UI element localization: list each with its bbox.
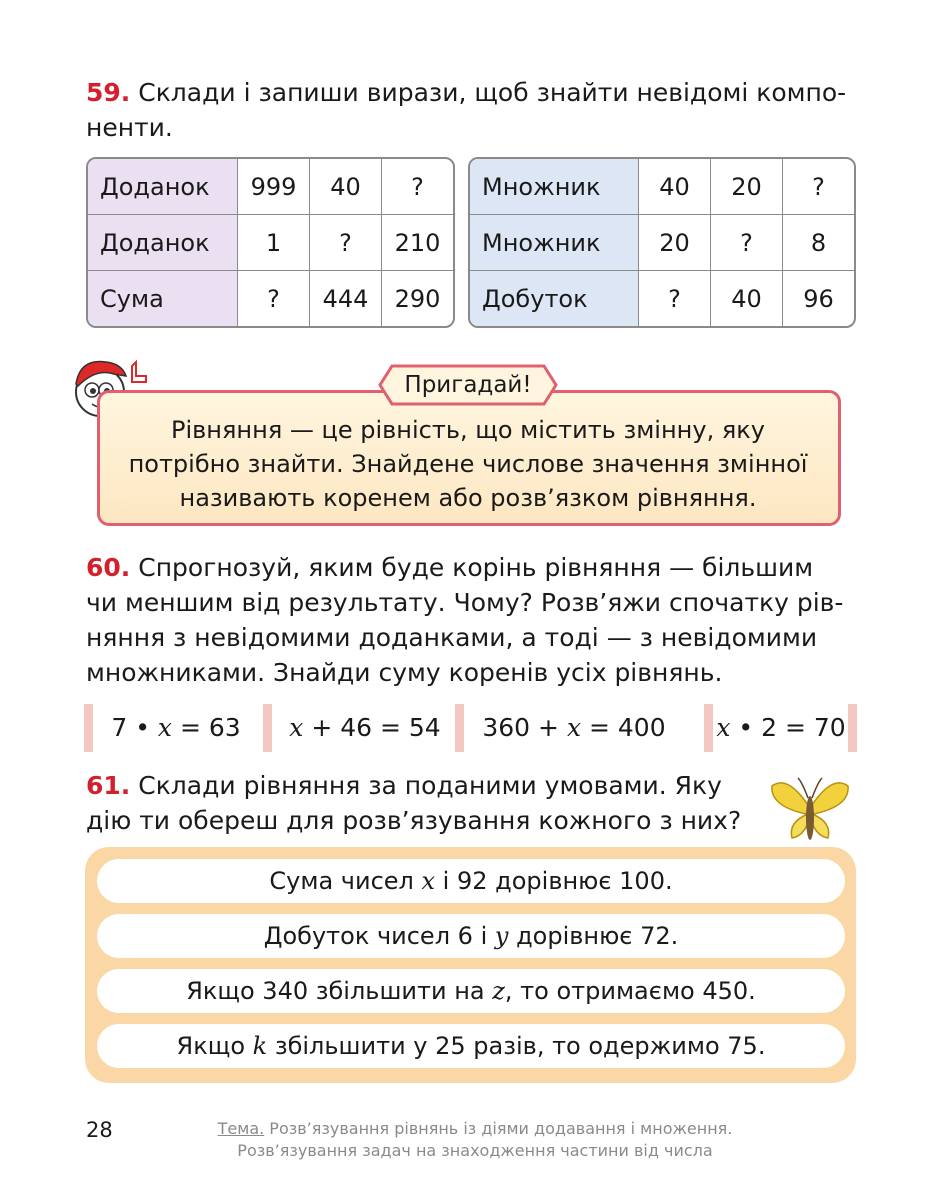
row-label: Сума bbox=[88, 271, 238, 326]
table-cell: ? bbox=[783, 159, 854, 215]
table-row bbox=[470, 159, 854, 215]
table-cell: 20 bbox=[711, 159, 783, 215]
table-cell: 290 bbox=[394, 284, 441, 313]
task-60-line3: няння з невідомими доданками, а тоді — з невідомими bbox=[86, 623, 818, 652]
table-cell: 40 bbox=[639, 159, 711, 215]
table-cell: 8 bbox=[783, 215, 854, 271]
task-59-text bbox=[86, 75, 856, 145]
separator-bar bbox=[455, 704, 464, 752]
equations-row bbox=[84, 704, 859, 752]
table-row bbox=[88, 215, 453, 271]
equation-4: x • 2 = 70 bbox=[716, 713, 846, 742]
condition-2: Добуток чисел 6 і y дорівнює 72. bbox=[97, 914, 845, 958]
product-table bbox=[468, 157, 856, 328]
row-label: Множник bbox=[470, 215, 639, 271]
table-row bbox=[470, 215, 854, 271]
equation-2: x + 46 = 54 bbox=[289, 713, 441, 742]
task-61-number: 61. bbox=[86, 771, 131, 800]
row-label: Добуток bbox=[470, 271, 639, 326]
sum-table bbox=[86, 157, 455, 328]
remember-line2: потрібно знайти. Знайдене числове значення змінної bbox=[128, 450, 808, 478]
equation-3: 360 + x = 400 bbox=[482, 713, 666, 742]
table-cell: 96 bbox=[803, 284, 834, 313]
row-label: Множник bbox=[470, 159, 639, 215]
footer-line2: Розв’язування задач на знаходження частини від числа bbox=[237, 1141, 713, 1160]
butterfly-icon bbox=[768, 772, 852, 852]
task-61-line2: дію ти обереш для розв’язування кожного з них? bbox=[86, 806, 742, 835]
task-60-text bbox=[86, 550, 856, 690]
task-60-line4: множниками. Знайди суму коренів усіх рівнянь. bbox=[86, 658, 723, 687]
remember-title: Пригадай! bbox=[404, 372, 532, 398]
remember-line3: називають коренем або розв’язком рівняння. bbox=[179, 484, 757, 512]
table-row bbox=[88, 159, 453, 215]
task-61-line1: Склади рівняння за поданими умовами. Яку bbox=[138, 771, 722, 800]
table-cell: ? bbox=[711, 215, 783, 271]
task-59-number: 59. bbox=[86, 78, 131, 107]
separator-bar bbox=[704, 704, 713, 752]
row-label: Доданок bbox=[88, 159, 238, 215]
separator-bar bbox=[84, 704, 93, 752]
table-cell: 999 bbox=[238, 159, 310, 215]
table-cell: 1 bbox=[238, 215, 310, 271]
table-cell: ? bbox=[238, 271, 310, 326]
task-59-line2: ненти. bbox=[86, 113, 173, 142]
remember-text bbox=[108, 413, 828, 515]
task-60-line1: Спрогнозуй, яким буде корінь рівняння — більшим bbox=[138, 553, 814, 582]
row-label: Доданок bbox=[88, 215, 238, 271]
task-60-number: 60. bbox=[86, 553, 131, 582]
footer-tema-label: Тема. bbox=[217, 1119, 265, 1138]
equation-1: 7 • x = 63 bbox=[111, 713, 241, 742]
task-60-line2: чи меншим від результату. Чому? Розв’яжи спочатку рів- bbox=[86, 588, 844, 617]
footer-line1: Розв’язування рівнянь із діями додавання і множення. bbox=[264, 1119, 733, 1138]
table-cell: 40 bbox=[711, 271, 783, 326]
condition-4: Якщо k збільшити у 25 разів, то одержимо 75. bbox=[97, 1024, 845, 1068]
separator-bar bbox=[263, 704, 272, 752]
table-cell: 20 bbox=[639, 215, 711, 271]
table-row bbox=[88, 271, 453, 326]
table-cell: ? bbox=[382, 159, 453, 215]
table-cell: ? bbox=[310, 215, 382, 271]
table-cell: 210 bbox=[382, 215, 453, 271]
table-cell: 444 bbox=[310, 271, 382, 326]
conditions-panel bbox=[85, 847, 856, 1083]
page-number: 28 bbox=[86, 1118, 113, 1142]
remember-line1: Рівняння — це рівність, що містить змінну, яку bbox=[171, 416, 765, 444]
task-61-text bbox=[86, 768, 766, 838]
condition-3: Якщо 340 збільшити на z, то отримаємо 450. bbox=[97, 969, 845, 1013]
separator-bar bbox=[848, 704, 857, 752]
table-cell: 40 bbox=[310, 159, 382, 215]
condition-1: Сума чисел x і 92 дорівнює 100. bbox=[97, 859, 845, 903]
table-cell: ? bbox=[639, 271, 711, 326]
table-row bbox=[470, 271, 854, 326]
task-59-line1: Склади і запиши вирази, щоб знайти невідомі компо- bbox=[138, 78, 847, 107]
footer-topic bbox=[150, 1118, 800, 1162]
